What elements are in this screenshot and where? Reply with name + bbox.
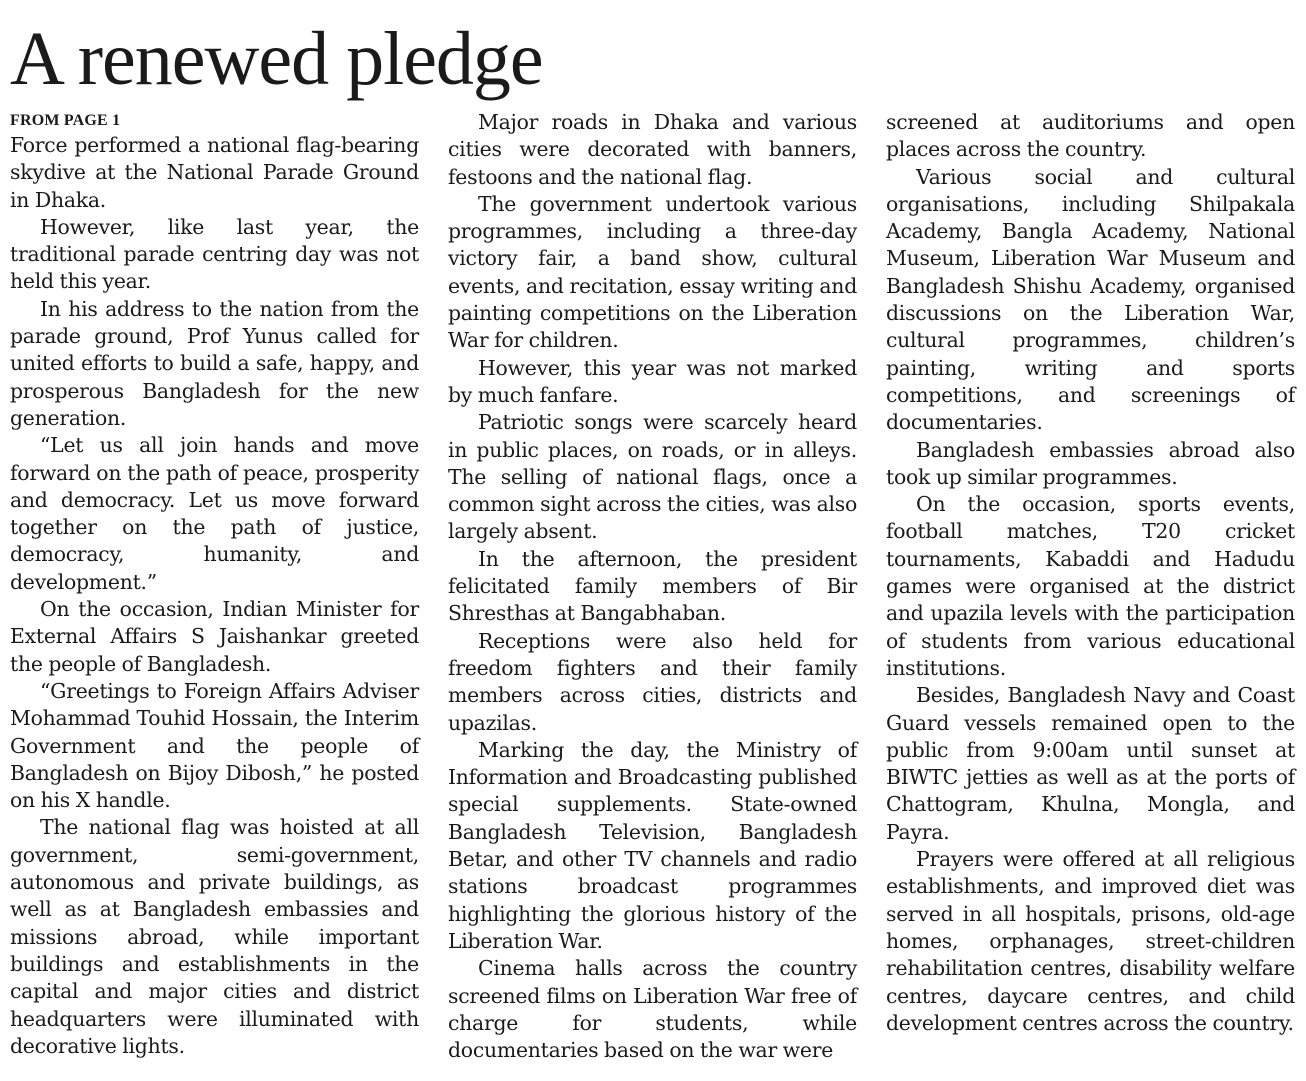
article-column-3 [886, 109, 1295, 1037]
paragraph: The national flag was hoisted at all government, semi-government, autonomous and private buildings, as well as at Bangladesh embassies and missions abroad, while important buildings and establishments in the capital and major cities and district headquarters were illuminated with decorative lights. [10, 815, 419, 1058]
paragraph: The government undertook various programmes, including a three-day victory fair, a band show, cultural events, and recitation, essay writing and painting competitions on the Liberation War for children. [448, 191, 857, 353]
paragraph: On the occasion, sports events, football matches, T20 cricket tournaments, Kabaddi and Hadudu games were organised at the district and upazila levels with the participation of students from various educational institutions. [886, 492, 1295, 680]
kicker-from-page: FROM PAGE 1 [10, 112, 121, 129]
paragraph: Bangladesh embassies abroad also took up similar programmes. [886, 437, 1295, 489]
headline: A renewed pledge [10, 17, 543, 101]
paragraph: Patriotic songs were scarcely heard in public places, on roads, or in alleys. The selling of national flags, once a common sight across the cities, was also largely absent. [448, 410, 857, 544]
paragraph: Major roads in Dhaka and various cities were decorated with banners, festoons and the national flag. [448, 110, 857, 189]
article-column-2 [448, 109, 857, 1064]
paragraph: Receptions were also held for freedom fighters and their family members across cities, districts and upazilas. [448, 628, 857, 735]
article-column-1 [10, 132, 419, 1060]
paragraph: On the occasion, Indian Minister for External Affairs S Jaishankar greeted the people of Bangladesh. [10, 597, 419, 676]
paragraph: Prayers were offered at all religious establishments, and improved diet was served in all hospitals, prisons, old-age homes, orphanages, street-children rehabilitation centres, disability welfare centres, daycare centres, and child development centres across the country. [886, 847, 1295, 1035]
paragraph: screened at auditoriums and open places across the country. [886, 110, 1295, 162]
paragraph: Force performed a national flag-bearing skydive at the National Parade Ground in Dhaka. [10, 133, 419, 212]
paragraph: “Let us all join hands and move forward on the path of peace, prosperity and democracy. Let us move forward together on the path of justice, democracy, humanity, and development.” [10, 433, 419, 594]
paragraph: Various social and cultural organisations, including Shilpakala Academy, Bangla Academy, National Museum, Liberation War Museum and Bangladesh Shishu Academy, organised discussions on the Liberation War, cultural programmes, children’s painting, writing and sports competitions, and screenings of documentaries. [886, 164, 1295, 435]
paragraph: Marking the day, the Ministry of Information and Broadcasting published special supplements. State-owned Bangladesh Television, Bangladesh Betar, and other TV channels and radio stations broadcast programmes highlighting the glorious history of the Liberation War. [448, 737, 857, 953]
paragraph: However, this year was not marked by much fanfare. [448, 355, 857, 407]
paragraph: Besides, Bangladesh Navy and Coast Guard vessels remained open to the public from 9:00am until sunset at BIWTC jetties as well as at the ports of Chattogram, Khulna, Mongla, and Payra. [886, 683, 1295, 844]
paragraph: In the afternoon, the president felicitated family members of Bir Shresthas at Bangabhaban. [448, 546, 857, 626]
paragraph: However, like last year, the traditional parade centring day was not held this year. [10, 214, 419, 294]
paragraph: In his address to the nation from the parade ground, Prof Yunus called for united efforts to build a safe, happy, and prosperous Bangladesh for the new generation. [10, 296, 419, 430]
paragraph: “Greetings to Foreign Affairs Adviser Mohammad Touhid Hossain, the Interim Government and the people of Bangladesh on Bijoy Dibosh,” he posted on his X handle. [10, 678, 419, 813]
paragraph: Cinema halls across the country screened films on Liberation War free of charge for students, while documentaries based on the war were [448, 956, 857, 1063]
